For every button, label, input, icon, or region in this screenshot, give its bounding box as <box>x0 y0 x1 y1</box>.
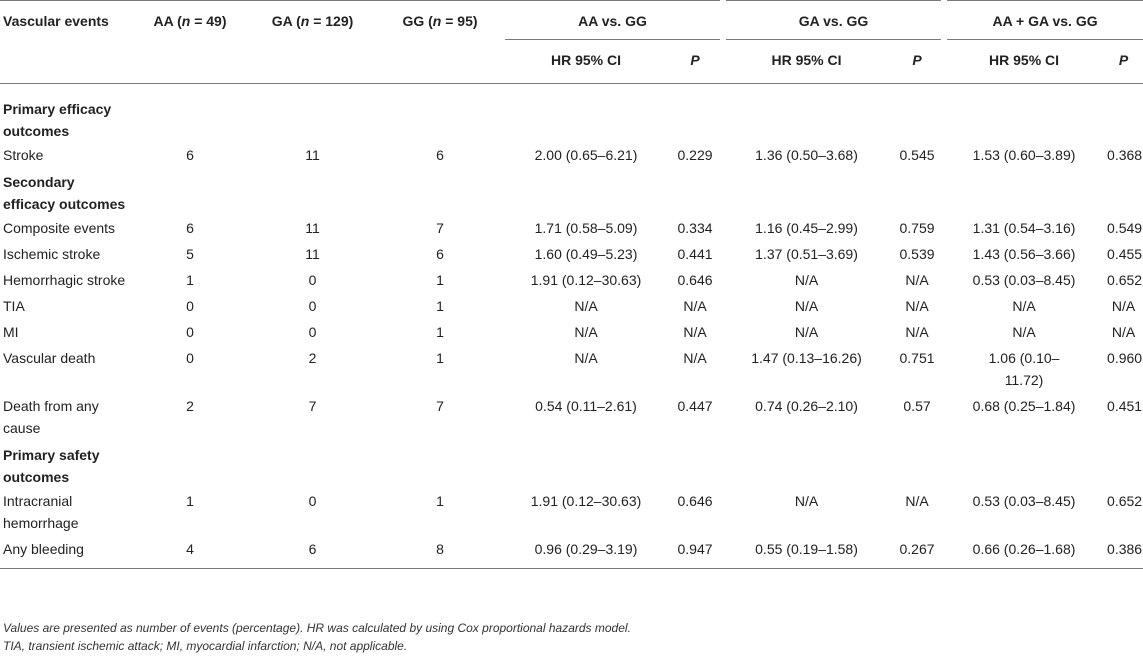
hr-cell: 1.91 (0.12–30.63) <box>530 272 642 288</box>
aa-cell: 1 <box>186 493 194 509</box>
ga-cell: 11 <box>305 147 320 163</box>
hr-cell: 1.31 (0.54–3.16) <box>972 220 1076 236</box>
ga-cell: 2 <box>308 350 317 366</box>
p-cell: 0.57 <box>903 398 931 414</box>
ga-cell: 11 <box>305 246 320 262</box>
table-row <box>0 536 1143 569</box>
p-cell: 0.455 <box>1107 246 1143 262</box>
p-cell: 0.751 <box>899 350 935 366</box>
event-cell: Any bleeding <box>3 541 84 557</box>
p-cell: 0.646 <box>677 272 713 288</box>
p-cell: 0.386 <box>1107 541 1143 557</box>
hr-cell: 1.43 (0.56–3.66) <box>972 246 1076 262</box>
footnote-1: Values are presented as number of events (percentage). HR was calculated by using Cox proportional hazards model. <box>3 621 631 635</box>
ga-cell: 0 <box>308 324 317 340</box>
ga-cell: 0 <box>308 493 317 509</box>
p-cell: 0.652 <box>1107 493 1143 509</box>
hr-cell: N/A <box>794 272 819 288</box>
section-row-primary-efficacy <box>0 84 1143 143</box>
sub-header-p: P <box>912 52 922 68</box>
p-cell: 0.229 <box>677 147 713 163</box>
aa-cell: 5 <box>186 246 194 262</box>
event-cell: Stroke <box>3 147 44 163</box>
hr-cell: 0.54 (0.11–2.61) <box>535 398 637 414</box>
hr-cell: 1.37 (0.51–3.69) <box>755 246 858 262</box>
p-cell: N/A <box>683 324 707 340</box>
aa-cell: 0 <box>186 298 194 314</box>
gg-cell: 6 <box>436 246 444 262</box>
table-row <box>0 267 1143 293</box>
hr-cell: N/A <box>1012 324 1036 340</box>
aa-cell: 4 <box>186 541 194 557</box>
footnote-2: TIA, transient ischemic attack; MI, myocardial infarction; N/A, not applicable. <box>3 639 408 653</box>
p-cell: 0.646 <box>677 493 713 509</box>
hr-cell: 1.47 (0.13–16.26) <box>751 350 862 366</box>
table-row <box>0 345 1143 393</box>
aa-cell: 0 <box>186 324 194 340</box>
event-cell: MI <box>3 324 19 340</box>
gg-cell: 1 <box>436 350 444 366</box>
gg-cell: 8 <box>436 541 444 557</box>
aa-cell: 1 <box>186 272 194 288</box>
p-cell: 0.441 <box>677 246 713 262</box>
hr-cell: 0.53 (0.03–8.45) <box>972 493 1076 509</box>
aa-cell: 6 <box>186 220 194 236</box>
col-header-ga: GA (n = 129) <box>271 13 354 29</box>
sub-header-p: P <box>1118 52 1129 68</box>
gg-cell: 1 <box>436 298 444 314</box>
p-cell: 0.545 <box>899 147 935 163</box>
table-row <box>0 241 1143 267</box>
hr-cell: 0.66 (0.26–1.68) <box>972 541 1076 557</box>
sub-header-hr: HR 95% CI <box>771 52 842 68</box>
hr-cell: N/A <box>574 350 598 366</box>
hr-cell: N/A <box>794 493 819 509</box>
hr-cell: 0.74 (0.26–2.10) <box>755 398 858 414</box>
p-cell: 0.549 <box>1107 220 1143 236</box>
gg-cell: 1 <box>436 272 444 288</box>
event-cell: Composite events <box>3 220 116 236</box>
section-label: Primary efficacy outcomes <box>3 101 112 139</box>
event-cell: Vascular death <box>3 350 96 366</box>
sub-header-hr: HR 95% CI <box>989 52 1060 68</box>
p-cell: 0.447 <box>677 398 713 414</box>
p-cell: N/A <box>1111 298 1136 314</box>
p-cell: 0.334 <box>677 220 713 236</box>
table-row <box>0 488 1143 536</box>
p-cell: N/A <box>1111 324 1136 340</box>
ga-cell: 7 <box>308 398 317 414</box>
group-header-aa-ga-vs-gg: AA + GA vs. GG <box>944 1 1143 40</box>
sub-header-hr: HR 95% CI <box>550 52 622 68</box>
p-cell: 0.759 <box>899 220 935 236</box>
p-cell: 0.539 <box>899 246 935 262</box>
event-cell: Hemorrhagic stroke <box>3 272 126 288</box>
aa-cell: 2 <box>186 398 194 414</box>
p-cell: N/A <box>905 272 929 288</box>
gg-cell: 7 <box>436 220 444 236</box>
table-row <box>0 215 1143 241</box>
event-cell: Death from any cause <box>3 398 99 436</box>
p-cell: N/A <box>905 324 929 340</box>
table-row <box>0 142 1143 168</box>
hr-cell: N/A <box>794 324 819 340</box>
hr-cell: 0.53 (0.03–8.45) <box>972 272 1076 288</box>
p-cell: N/A <box>683 298 707 314</box>
table-row <box>0 319 1143 345</box>
col-header-events: Vascular events <box>3 13 109 29</box>
event-cell: Ischemic stroke <box>3 246 101 262</box>
hr-cell: N/A <box>1012 298 1036 314</box>
hr-cell: 1.36 (0.50–3.68) <box>755 147 858 163</box>
hr-cell: 1.91 (0.12–30.63) <box>530 493 642 509</box>
event-cell: TIA <box>3 298 25 314</box>
aa-cell: 6 <box>186 147 194 163</box>
hr-cell: N/A <box>794 298 819 314</box>
gg-cell: 1 <box>436 324 444 340</box>
hr-cell: 1.53 (0.60–3.89) <box>972 147 1076 163</box>
hr-cell: N/A <box>574 324 598 340</box>
hr-cell: 1.71 (0.58–5.09) <box>534 220 638 236</box>
ga-cell: 0 <box>308 272 317 288</box>
group-header-aa-vs-gg: AA vs. GG <box>505 1 723 40</box>
hr-cell: 1.06 (0.10–11.72) <box>988 350 1060 388</box>
table-row <box>0 293 1143 319</box>
table-row <box>0 393 1143 441</box>
section-label: Secondary efficacy outcomes <box>3 174 126 212</box>
p-cell: N/A <box>905 298 929 314</box>
sub-header-p: P <box>690 52 700 68</box>
p-cell: 0.368 <box>1107 147 1143 163</box>
hr-cell: 0.55 (0.19–1.58) <box>755 541 858 557</box>
aa-cell: 0 <box>186 350 194 366</box>
hr-cell: 0.68 (0.25–1.84) <box>972 398 1076 414</box>
hr-cell: 1.60 (0.49–5.23) <box>534 246 638 262</box>
col-header-aa: AA (n = 49) <box>153 13 227 29</box>
hr-cell: N/A <box>574 298 598 314</box>
event-cell: Intracranial hemorrhage <box>3 493 79 531</box>
ga-cell: 0 <box>308 298 317 314</box>
col-header-gg: GG (n = 95) <box>402 13 478 29</box>
section-label: Primary safety outcomes <box>3 447 100 485</box>
hr-cell: 0.96 (0.29–3.19) <box>534 541 638 557</box>
ga-cell: 11 <box>305 220 320 236</box>
section-row-primary-safety <box>0 441 1143 488</box>
p-cell: N/A <box>683 350 707 366</box>
section-row-secondary-efficacy <box>0 168 1143 215</box>
hr-cell: 2.00 (0.65–6.21) <box>534 147 638 163</box>
p-cell: 0.267 <box>899 541 935 557</box>
gg-cell: 6 <box>436 147 444 163</box>
ga-cell: 6 <box>308 541 317 557</box>
p-cell: 0.451 <box>1107 398 1143 414</box>
p-cell: 0.947 <box>677 541 713 557</box>
header-row-1 <box>0 1 1143 40</box>
hr-cell: 1.16 (0.45–2.99) <box>755 220 858 236</box>
p-cell: N/A <box>905 493 929 509</box>
group-header-ga-vs-gg: GA vs. GG <box>723 1 944 40</box>
gg-cell: 7 <box>436 398 444 414</box>
gg-cell: 1 <box>436 493 444 509</box>
p-cell: 0.652 <box>1107 272 1143 288</box>
p-cell: 0.960 <box>1107 350 1143 366</box>
